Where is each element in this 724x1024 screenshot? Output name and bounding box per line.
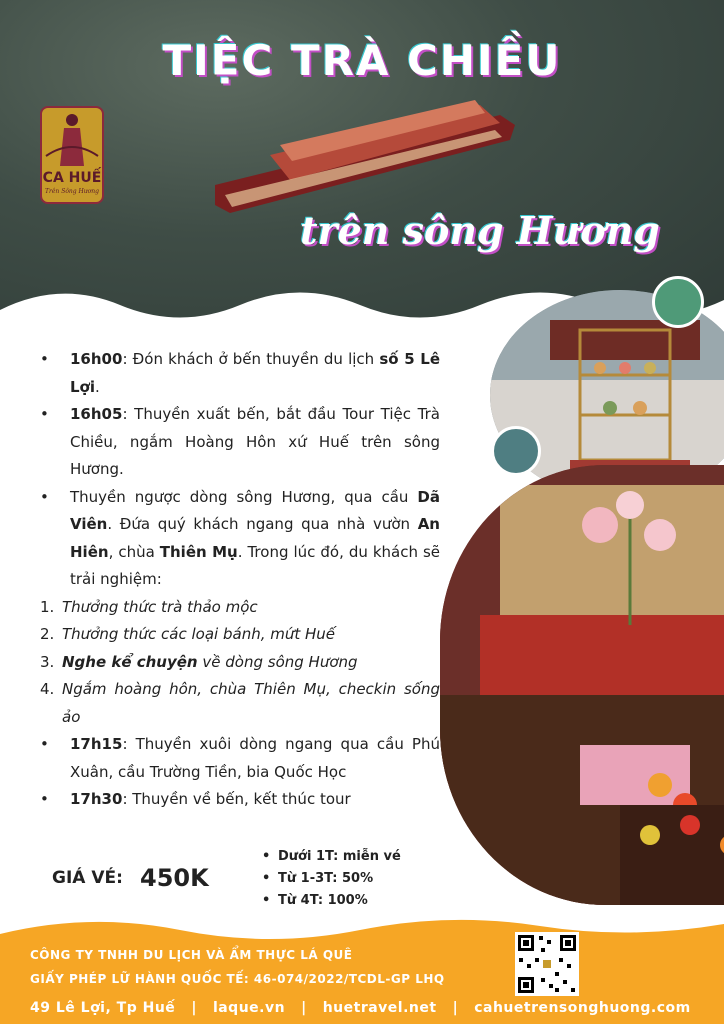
- boat-image: [210, 95, 520, 220]
- itinerary-item: • 17h30: Thuyền về bến, kết thúc tour: [40, 790, 351, 808]
- experience-item: 4. Ngắm hoàng hôn, chùa Thiên Mụ, checkin sống ảo: [40, 680, 440, 726]
- item-text: Thưởng thức trà thảo mộc: [62, 597, 258, 616]
- separator: |: [452, 1000, 459, 1016]
- logo-text: CA HUẾ: [42, 170, 102, 186]
- separator: |: [301, 1000, 307, 1016]
- price-label: GIÁ VÉ:: [52, 868, 123, 888]
- item-text: : Thuyền về bến, kết thúc tour: [122, 790, 351, 808]
- item-text: , chùa: [108, 542, 160, 561]
- license-number: GIẤY PHÉP LỮ HÀNH QUỐC TẾ: 46-074/2022/TCDL-GP LHQ: [30, 972, 445, 986]
- itinerary-item: • 17h15: Thuyền xuôi dòng ngang qua cầu Phú Xuân, cầu Trường Tiền, bia Quốc Học: [40, 735, 440, 781]
- item-text: Thuyền ngược dòng sông Hương, qua cầu: [70, 487, 418, 506]
- item-text: .: [95, 377, 100, 396]
- contact-line: [30, 1000, 691, 1016]
- address: 49 Lê Lợi, Tp Huế: [30, 1000, 176, 1016]
- website-link[interactable]: laque.vn: [212, 1000, 286, 1016]
- item-text: : Thuyền xuất bến, bắt đầu Tour Tiệc Trà Chiều, ngắm Hoàng Hôn xứ Huế trên sông Hương.: [70, 405, 440, 478]
- decor-circle-green: [652, 276, 704, 328]
- item-text: . Đứa quý khách ngang qua nhà vườn: [107, 515, 418, 533]
- time-label: 17h15: [70, 735, 123, 753]
- website-link[interactable]: huetravel.net: [322, 1000, 437, 1016]
- item-text: . Trong lúc đó, du khách sẽ trải nghiệm:: [70, 542, 440, 588]
- time-label: 17h30: [70, 790, 123, 808]
- singer-icon: [42, 108, 102, 168]
- item-text: : Đón khách ở bến thuyền du lịch: [122, 350, 380, 368]
- itinerary-item: • 16h05: Thuyền xuất bến, bắt đầu Tour Tiệc Trà Chiều, ngắm Hoàng Hôn xứ Huế trên sông Hương.: [40, 405, 440, 478]
- item-highlight: số 5 Lê Lợi: [70, 350, 440, 396]
- separator: |: [191, 1000, 197, 1016]
- item-highlight: Nghe kể chuyện: [62, 652, 198, 671]
- price-tier: • Từ 1-3T: 50%: [262, 868, 401, 890]
- item-text: Thưởng thức các loại bánh, mứt Huế: [62, 625, 336, 643]
- itinerary-item: • 16h00: Đón khách ở bến thuyền du lịch số 5 Lê Lợi.: [40, 350, 440, 396]
- item-text: Ngắm hoàng hôn, chùa Thiên Mụ, checkin sống ảo: [62, 680, 440, 726]
- decor-circle-blue: [491, 426, 541, 476]
- price-tiers: [262, 846, 401, 912]
- logo-badge: [40, 106, 104, 204]
- time-label: 16h00: [70, 350, 123, 368]
- logo-subtext: Trên Sông Hương: [45, 188, 99, 195]
- itinerary: [40, 346, 440, 814]
- poster-title: TIỆC TRÀ CHIỀU: [162, 36, 562, 85]
- experience-item: 1. Thưởng thức trà thảo mộc: [40, 597, 258, 616]
- experience-item: 3. Nghe kể chuyện về dòng sông Hương: [40, 652, 358, 671]
- qr-code[interactable]: [515, 932, 579, 996]
- item-text: về dòng sông Hương: [197, 652, 358, 671]
- poster-subtitle: trên sông Hương: [300, 208, 660, 253]
- experience-item: 2. Thưởng thức các loại bánh, mứt Huế: [40, 625, 336, 643]
- itinerary-item: • Thuyền ngược dòng sông Hương, qua cầu Dã Viên. Đứa quý khách ngang qua nhà vườn An Hiên, chùa Thiên Mụ. Trong lúc đó, du khách sẽ trải nghiệm:: [40, 487, 440, 588]
- price-tier: • Dưới 1T: miễn vé: [262, 846, 401, 868]
- company-name: CÔNG TY TNHH DU LỊCH VÀ ẨM THỰC LÁ QUÊ: [30, 948, 353, 962]
- item-highlight: Dã Viên: [70, 487, 440, 533]
- website-link[interactable]: cahuetrensonghuong.com: [474, 1000, 691, 1016]
- time-label: 16h05: [70, 405, 123, 423]
- price-tier: • Từ 4T: 100%: [262, 890, 401, 912]
- item-highlight: An Hiên: [70, 515, 440, 561]
- table-photo: [440, 465, 724, 905]
- item-text: : Thuyền xuôi dòng ngang qua cầu Phú Xuân, cầu Trường Tiền, bia Quốc Học: [70, 735, 440, 781]
- item-highlight: Thiên Mụ: [159, 542, 238, 561]
- price-value: 450K: [140, 864, 209, 892]
